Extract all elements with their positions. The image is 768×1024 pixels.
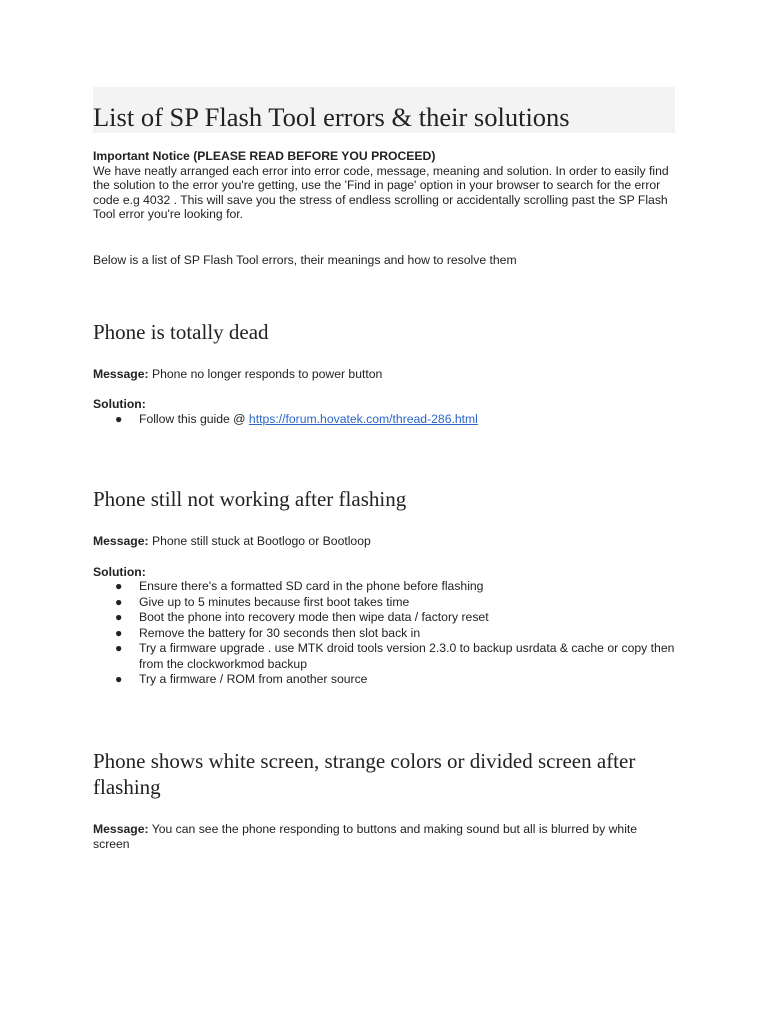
list-item — [93, 626, 675, 642]
section-heading-white-screen: Phone shows white screen, strange colors or divided screen after flashing — [93, 748, 636, 799]
list-item — [93, 595, 675, 611]
notice-body: We have neatly arranged each error into error code, message, meaning and solution. In order to easily find the solution to the error you're getting, use the 'Find in page' option in your browser to search for the error code e.g 4032 . This will save you the stress of endless scrolling or accidentally scrolling past the SP Flash Tool error you're looking for. — [93, 163, 669, 222]
solution-label — [93, 565, 675, 580]
solution-label — [93, 397, 675, 412]
solution-list — [93, 579, 675, 688]
message-text: Phone no longer responds to power button — [151, 366, 383, 381]
bullet-icon: ● — [115, 594, 123, 609]
bullet-icon: ● — [115, 610, 123, 625]
message-label: Message: — [93, 534, 149, 549]
section-message — [93, 534, 675, 549]
list-item-text: Try a firmware upgrade . use MTK droid tools version 2.3.0 to backup usrdata & cache or copy then from the clockworkmod backup — [139, 641, 675, 671]
page-title: List of SP Flash Tool errors & their solutions — [93, 102, 570, 132]
list-item-text: Follow this guide @ — [139, 411, 249, 426]
bullet-icon: ● — [115, 411, 123, 426]
document-page — [93, 87, 675, 851]
bullet-icon: ● — [115, 641, 123, 656]
solution-label-text: Solution: — [93, 564, 146, 579]
message-label: Message: — [93, 821, 149, 836]
list-item-text: Give up to 5 minutes because first boot takes time — [139, 594, 410, 609]
list-item-text: Ensure there's a formatted SD card in the phone before flashing — [139, 579, 484, 594]
bullet-icon: ● — [115, 579, 123, 594]
message-text: Phone still stuck at Bootlogo or Bootloop — [151, 534, 371, 549]
list-item — [93, 672, 675, 688]
solution-list — [93, 412, 675, 428]
guide-link[interactable]: https://forum.hovatek.com/thread-286.html — [248, 411, 478, 426]
bullet-icon: ● — [115, 625, 123, 640]
list-item — [93, 641, 675, 672]
section-message — [93, 822, 675, 851]
list-item — [93, 579, 675, 595]
title-band — [93, 87, 675, 133]
message-text: You can see the phone responding to buttons and making sound but all is blurred by white screen — [93, 821, 638, 851]
list-item-text: Try a firmware / ROM from another source — [139, 672, 368, 687]
section-message — [93, 367, 675, 382]
bullet-icon: ● — [115, 672, 123, 687]
intro-text: Below is a list of SP Flash Tool errors, their meanings and how to resolve them — [93, 252, 517, 267]
section-heading-not-working: Phone still not working after flashing — [93, 487, 407, 512]
important-notice — [93, 149, 675, 222]
notice-heading: Important Notice (PLEASE READ BEFORE YOU PROCEED) — [93, 149, 436, 163]
section-heading-phone-dead: Phone is totally dead — [93, 319, 269, 344]
solution-label-text: Solution: — [93, 397, 146, 412]
list-item-text: Boot the phone into recovery mode then wipe data / factory reset — [139, 610, 489, 625]
list-item-text: Remove the battery for 30 seconds then slot back in — [139, 625, 421, 640]
list-item — [93, 610, 675, 626]
message-label: Message: — [93, 366, 149, 381]
list-item — [93, 412, 675, 428]
